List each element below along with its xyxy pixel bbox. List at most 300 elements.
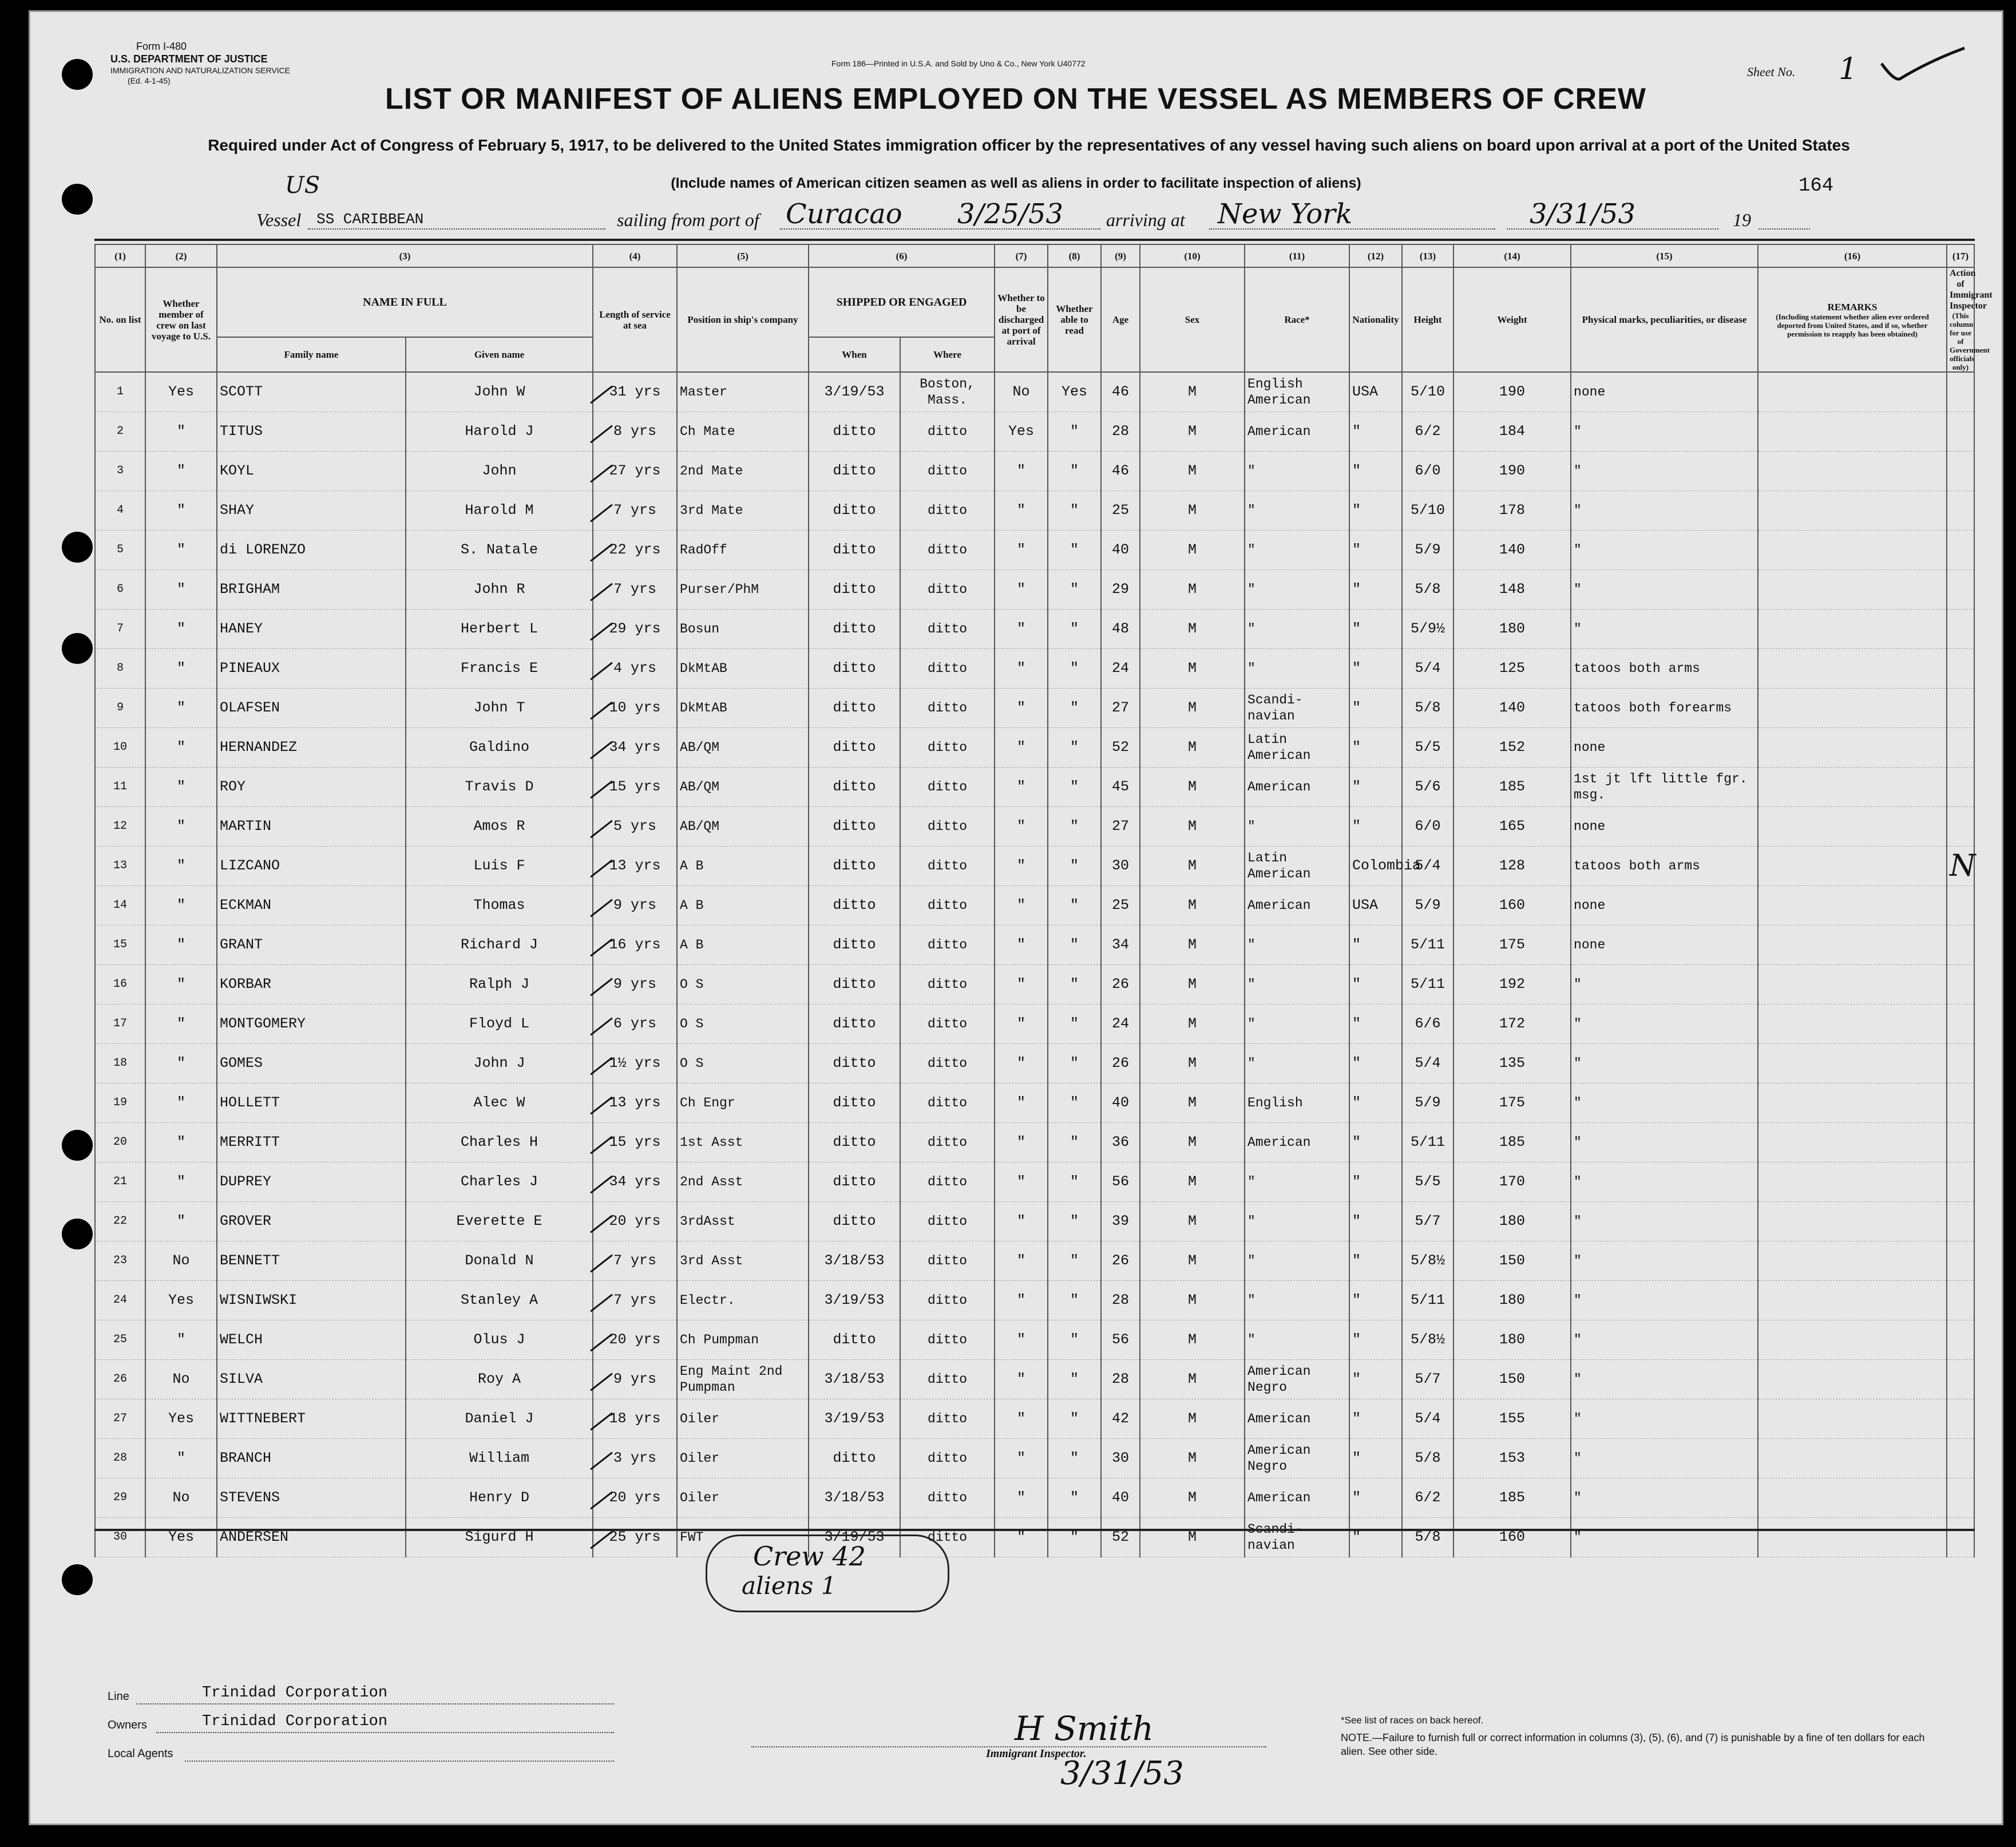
cell-age: 52 [1101, 728, 1140, 768]
cell-sex: M [1140, 1439, 1245, 1478]
cell-last-voyage: " [145, 1320, 217, 1360]
cell-race: " [1245, 926, 1349, 965]
punch-hole [62, 633, 93, 664]
cell-family-name: di LORENZO [217, 531, 406, 570]
cell-position: Purser/PhM [677, 570, 809, 610]
cell-race: American Negro [1245, 1439, 1349, 1478]
cell-sex: M [1140, 1241, 1245, 1281]
cell-given-name: Stanley A [406, 1281, 593, 1320]
cell-discharged: " [995, 491, 1048, 531]
cell-remarks [1758, 491, 1947, 531]
cell-family-name: WISNIWSKI [217, 1281, 406, 1320]
cell-weight: 180 [1453, 610, 1571, 649]
cell-nationality: " [1349, 1399, 1402, 1439]
cell-sex: M [1140, 372, 1245, 412]
cell-weight: 152 [1453, 728, 1571, 768]
cell-position: AB/QM [677, 728, 809, 768]
cell-age: 45 [1101, 768, 1140, 807]
cell-position: Ch Engr [677, 1083, 809, 1123]
cell-height: 6/6 [1402, 1004, 1453, 1044]
cell-given-name: Charles H [406, 1123, 593, 1162]
cell-inspector-action [1947, 1004, 1974, 1044]
cell-discharged: " [995, 1281, 1048, 1320]
cell-last-voyage: Yes [145, 1281, 217, 1320]
cell-given-name: Daniel J [406, 1399, 593, 1439]
cell-last-voyage: " [145, 491, 217, 531]
cell-physical-marks: " [1571, 570, 1758, 610]
cell-position: Bosun [677, 610, 809, 649]
cell-position: Ch Mate [677, 412, 809, 452]
cell-last-voyage: " [145, 570, 217, 610]
cell-given-name: Harold M [406, 491, 593, 531]
cell-sex: M [1140, 1004, 1245, 1044]
cell-weight: 128 [1453, 847, 1571, 886]
header-sex: Sex [1140, 267, 1245, 372]
cell-age: 52 [1101, 1518, 1140, 1557]
check-mark-icon [1879, 43, 1970, 89]
line-value: Trinidad Corporation [202, 1684, 388, 1702]
table-row [95, 1241, 1974, 1281]
cell-no-on-list: 18 [95, 1044, 145, 1083]
cell-height: 5/8 [1402, 570, 1453, 610]
cell-shipped-when: ditto [809, 1439, 900, 1478]
table-row [95, 807, 1974, 847]
cell-shipped-when: ditto [809, 412, 900, 452]
col-num: (5) [677, 244, 809, 267]
cell-discharged: " [995, 1241, 1048, 1281]
cell-remarks [1758, 807, 1947, 847]
cell-sex: M [1140, 1399, 1245, 1439]
cell-race: American [1245, 1478, 1349, 1518]
cell-shipped-when: 3/19/53 [809, 1281, 900, 1320]
cell-weight: 175 [1453, 926, 1571, 965]
line-label: Line [108, 1690, 129, 1703]
cell-remarks [1758, 531, 1947, 570]
cell-weight: 185 [1453, 1123, 1571, 1162]
agents-label: Local Agents [108, 1747, 173, 1760]
cell-last-voyage: " [145, 412, 217, 452]
cell-no-on-list: 3 [95, 452, 145, 491]
cell-position: 3rd Asst [677, 1241, 809, 1281]
cell-height: 5/7 [1402, 1360, 1453, 1399]
cell-position: Ch Pumpman [677, 1320, 809, 1360]
cell-height: 5/9½ [1402, 610, 1453, 649]
cell-able-to-read: " [1048, 610, 1101, 649]
cell-given-name: Charles J [406, 1162, 593, 1202]
cell-able-to-read: " [1048, 452, 1101, 491]
cell-physical-marks: none [1571, 926, 1758, 965]
cell-race: " [1245, 491, 1349, 531]
cell-shipped-when: ditto [809, 531, 900, 570]
header-when: When [809, 337, 900, 372]
cell-shipped-when: ditto [809, 1044, 900, 1083]
cell-given-name: Francis E [406, 649, 593, 689]
department-name: U.S. DEPARTMENT OF JUSTICE [110, 53, 268, 65]
cell-able-to-read: " [1048, 1202, 1101, 1241]
cell-length-of-service: 13 yrs [593, 1083, 677, 1123]
cell-weight: 192 [1453, 965, 1571, 1004]
header-length-of-service: Length of service at sea [593, 267, 677, 372]
cell-given-name: John R [406, 570, 593, 610]
cell-position: 2nd Mate [677, 452, 809, 491]
cell-nationality: " [1349, 728, 1402, 768]
cell-nationality: " [1349, 689, 1402, 728]
cell-shipped-when: ditto [809, 847, 900, 886]
cell-family-name: HANEY [217, 610, 406, 649]
cell-family-name: ECKMAN [217, 886, 406, 926]
header-discharged: Whether to be discharged at port of arrival [995, 267, 1048, 372]
cell-physical-marks: " [1571, 491, 1758, 531]
cell-position: A B [677, 886, 809, 926]
cell-weight: 150 [1453, 1241, 1571, 1281]
cell-able-to-read: " [1048, 1044, 1101, 1083]
cell-sex: M [1140, 1123, 1245, 1162]
cell-physical-marks: 1st jt lft little fgr. msg. [1571, 768, 1758, 807]
table-row [95, 1281, 1974, 1320]
cell-height: 5/5 [1402, 728, 1453, 768]
cell-family-name: MARTIN [217, 807, 406, 847]
cell-length-of-service: 1½ yrs [593, 1044, 677, 1083]
cell-shipped-where: ditto [900, 1320, 995, 1360]
cell-inspector-action [1947, 412, 1974, 452]
cell-able-to-read: " [1048, 1518, 1101, 1557]
cell-able-to-read: " [1048, 1320, 1101, 1360]
header-physical-marks: Physical marks, peculiarities, or disease [1571, 267, 1758, 372]
cell-length-of-service: 10 yrs [593, 689, 677, 728]
cell-position: Master [677, 372, 809, 412]
cell-length-of-service: 15 yrs [593, 1123, 677, 1162]
cell-weight: 160 [1453, 1518, 1571, 1557]
cell-remarks [1758, 1360, 1947, 1399]
cell-given-name: Henry D [406, 1478, 593, 1518]
cell-no-on-list: 8 [95, 649, 145, 689]
cell-discharged: " [995, 1320, 1048, 1360]
cell-position: 1st Asst [677, 1123, 809, 1162]
cell-remarks [1758, 965, 1947, 1004]
cell-inspector-action [1947, 1083, 1974, 1123]
cell-sex: M [1140, 1044, 1245, 1083]
cell-race: English [1245, 1083, 1349, 1123]
cell-inspector-action [1947, 1360, 1974, 1399]
cell-nationality: " [1349, 1241, 1402, 1281]
table-row [95, 1202, 1974, 1241]
cell-physical-marks: none [1571, 807, 1758, 847]
cell-weight: 175 [1453, 1083, 1571, 1123]
cell-sex: M [1140, 1202, 1245, 1241]
cell-race: American [1245, 768, 1349, 807]
cell-inspector-action [1947, 1478, 1974, 1518]
cell-no-on-list: 24 [95, 1281, 145, 1320]
cell-length-of-service: 31 yrs [593, 372, 677, 412]
cell-inspector-action [1947, 531, 1974, 570]
cell-sex: M [1140, 412, 1245, 452]
cell-shipped-where: ditto [900, 965, 995, 1004]
cell-race: Scandi- navian [1245, 689, 1349, 728]
cell-family-name: PINEAUX [217, 649, 406, 689]
aliens-count-note: aliens 1 [742, 1572, 837, 1600]
cell-age: 56 [1101, 1162, 1140, 1202]
cell-race: " [1245, 570, 1349, 610]
cell-inspector-action [1947, 570, 1974, 610]
cell-last-voyage: " [145, 1044, 217, 1083]
crew-count-note: Crew 42 [753, 1541, 866, 1572]
cell-length-of-service: 27 yrs [593, 452, 677, 491]
inspector-note: (This column for use of Government officials only) [1950, 311, 1990, 371]
cell-shipped-where: Boston, Mass. [900, 372, 995, 412]
cell-position: O S [677, 1044, 809, 1083]
cell-given-name: John [406, 452, 593, 491]
table-row [95, 1518, 1974, 1557]
cell-age: 26 [1101, 1241, 1140, 1281]
cell-weight: 165 [1453, 807, 1571, 847]
col-num: (4) [593, 244, 677, 267]
cell-length-of-service: 9 yrs [593, 1360, 677, 1399]
cell-race: Latin American [1245, 728, 1349, 768]
cell-length-of-service: 15 yrs [593, 768, 677, 807]
cell-age: 28 [1101, 1360, 1140, 1399]
cell-height: 5/5 [1402, 1162, 1453, 1202]
cell-physical-marks: none [1571, 372, 1758, 412]
cell-sex: M [1140, 649, 1245, 689]
cell-no-on-list: 22 [95, 1202, 145, 1241]
remarks-title: REMARKS [1827, 301, 1878, 313]
cell-remarks [1758, 1162, 1947, 1202]
crew-manifest-table [94, 244, 1993, 1557]
cell-age: 30 [1101, 847, 1140, 886]
cell-remarks [1758, 1281, 1947, 1320]
header-remarks [1758, 267, 1947, 372]
cell-remarks [1758, 1241, 1947, 1281]
cell-last-voyage: " [145, 649, 217, 689]
cell-position: DkMtAB [677, 649, 809, 689]
cell-able-to-read: " [1048, 531, 1101, 570]
cell-shipped-where: ditto [900, 1399, 995, 1439]
cell-shipped-when: 3/19/53 [809, 1399, 900, 1439]
cell-race: " [1245, 610, 1349, 649]
table-row [95, 1439, 1974, 1478]
cell-shipped-where: ditto [900, 610, 995, 649]
cell-able-to-read: " [1048, 1241, 1101, 1281]
cell-height: 6/2 [1402, 1478, 1453, 1518]
cell-last-voyage: " [145, 531, 217, 570]
col-num: (16) [1758, 244, 1947, 267]
cell-family-name: BRANCH [217, 1439, 406, 1478]
owners-underline [156, 1732, 614, 1733]
cell-shipped-where: ditto [900, 1202, 995, 1241]
cell-no-on-list: 4 [95, 491, 145, 531]
page-title: LIST OR MANIFEST OF ALIENS EMPLOYED ON THE VESSEL AS MEMBERS OF CREW [385, 82, 1646, 116]
cell-able-to-read: " [1048, 1162, 1101, 1202]
cell-no-on-list: 5 [95, 531, 145, 570]
cell-shipped-where: ditto [900, 728, 995, 768]
cell-weight: 185 [1453, 1478, 1571, 1518]
cell-height: 5/11 [1402, 965, 1453, 1004]
cell-able-to-read: " [1048, 768, 1101, 807]
cell-shipped-where: ditto [900, 1360, 995, 1399]
cell-last-voyage: Yes [145, 1518, 217, 1557]
cell-inspector-action [1947, 807, 1974, 847]
cell-family-name: ROY [217, 768, 406, 807]
cell-nationality: " [1349, 1360, 1402, 1399]
cell-shipped-where: ditto [900, 807, 995, 847]
cell-sex: M [1140, 1320, 1245, 1360]
cell-last-voyage: No [145, 1478, 217, 1518]
cell-race: " [1245, 1162, 1349, 1202]
header-height: Height [1402, 267, 1453, 372]
cell-physical-marks: " [1571, 1083, 1758, 1123]
cell-able-to-read: " [1048, 728, 1101, 768]
cell-race: " [1245, 807, 1349, 847]
cell-remarks [1758, 610, 1947, 649]
cell-sex: M [1140, 965, 1245, 1004]
cell-discharged: " [995, 1083, 1048, 1123]
cell-weight: 160 [1453, 886, 1571, 926]
punch-hole [62, 532, 93, 563]
cell-last-voyage: " [145, 1202, 217, 1241]
cell-last-voyage: " [145, 689, 217, 728]
cell-remarks [1758, 1478, 1947, 1518]
table-row [95, 452, 1974, 491]
cell-no-on-list: 2 [95, 412, 145, 452]
penalty-note: NOTE.—Failure to furnish full or correct information in columns (3), (5), (6), and (7) is punishable by a fine of ten dollars for each alien. See other side. [1341, 1732, 1925, 1757]
agents-underline [185, 1761, 614, 1762]
punch-hole [62, 1564, 93, 1595]
cell-sex: M [1140, 1162, 1245, 1202]
year-label: 19 [1733, 209, 1751, 230]
cell-race: " [1245, 1202, 1349, 1241]
cell-discharged: " [995, 649, 1048, 689]
table-row [95, 965, 1974, 1004]
cell-position: AB/QM [677, 807, 809, 847]
date-to: 3/31/53 [1530, 198, 1636, 230]
table-row [95, 1083, 1974, 1123]
cell-length-of-service: 4 yrs [593, 649, 677, 689]
cell-inspector-action [1947, 1518, 1974, 1557]
table-row [95, 1044, 1974, 1083]
cell-sex: M [1140, 1281, 1245, 1320]
cell-position: 3rd Mate [677, 491, 809, 531]
cell-nationality: " [1349, 491, 1402, 531]
cell-last-voyage: Yes [145, 372, 217, 412]
cell-height: 5/9 [1402, 531, 1453, 570]
cell-remarks [1758, 847, 1947, 886]
table-row [95, 768, 1974, 807]
date-from: 3/25/53 [957, 198, 1064, 230]
cell-age: 42 [1101, 1399, 1140, 1439]
cell-weight: 190 [1453, 452, 1571, 491]
cell-position: A B [677, 847, 809, 886]
cell-given-name: Sigurd H [406, 1518, 593, 1557]
table-top-rule [94, 239, 1975, 241]
cell-remarks [1758, 1518, 1947, 1557]
cell-shipped-when: ditto [809, 1004, 900, 1044]
table-row [95, 491, 1974, 531]
cell-age: 39 [1101, 1202, 1140, 1241]
cell-no-on-list: 20 [95, 1123, 145, 1162]
races-note: *See list of races on back hereof. [1341, 1715, 1484, 1726]
table-row [95, 1123, 1974, 1162]
cell-remarks [1758, 768, 1947, 807]
cell-height: 5/4 [1402, 1399, 1453, 1439]
cell-shipped-where: ditto [900, 847, 995, 886]
cell-race: American [1245, 886, 1349, 926]
cell-able-to-read: " [1048, 1004, 1101, 1044]
sheet-number: 1 [1839, 52, 1858, 86]
cell-race: " [1245, 1320, 1349, 1360]
cell-family-name: DUPREY [217, 1162, 406, 1202]
cell-able-to-read: " [1048, 689, 1101, 728]
cell-shipped-when: ditto [809, 491, 900, 531]
cell-age: 56 [1101, 1320, 1140, 1360]
cell-length-of-service: 20 yrs [593, 1202, 677, 1241]
cell-sex: M [1140, 1478, 1245, 1518]
header-race: Race* [1245, 267, 1349, 372]
cell-remarks [1758, 1004, 1947, 1044]
header-inspector-action [1947, 267, 1993, 372]
column-number-row [95, 244, 1974, 267]
cell-shipped-where: ditto [900, 689, 995, 728]
cell-family-name: KOYL [217, 452, 406, 491]
cell-shipped-when: ditto [809, 1162, 900, 1202]
cell-length-of-service: 34 yrs [593, 1162, 677, 1202]
table-row [95, 728, 1974, 768]
cell-length-of-service: 7 yrs [593, 570, 677, 610]
cell-race: " [1245, 1044, 1349, 1083]
cell-race: " [1245, 531, 1349, 570]
cell-able-to-read: Yes [1048, 372, 1101, 412]
cell-shipped-where: ditto [900, 886, 995, 926]
cell-length-of-service: 7 yrs [593, 1281, 677, 1320]
cell-physical-marks: " [1571, 1399, 1758, 1439]
cell-remarks [1758, 412, 1947, 452]
cell-no-on-list: 10 [95, 728, 145, 768]
table-row [95, 570, 1974, 610]
cell-height: 6/2 [1402, 412, 1453, 452]
cell-shipped-where: ditto [900, 412, 995, 452]
cell-position: 2nd Asst [677, 1162, 809, 1202]
cell-position: O S [677, 1004, 809, 1044]
cell-inspector-action [1947, 886, 1974, 926]
cell-inspector-action [1947, 372, 1974, 412]
cell-able-to-read: " [1048, 491, 1101, 531]
table-row [95, 1004, 1974, 1044]
col-num: (11) [1245, 244, 1349, 267]
cell-nationality: USA [1349, 372, 1402, 412]
cell-shipped-when: ditto [809, 728, 900, 768]
cell-given-name: John J [406, 1044, 593, 1083]
cell-discharged: " [995, 1202, 1048, 1241]
manifest-sheet [29, 10, 2003, 1825]
cell-length-of-service: 34 yrs [593, 728, 677, 768]
cell-race: " [1245, 965, 1349, 1004]
cell-length-of-service: 7 yrs [593, 1241, 677, 1281]
cell-nationality: " [1349, 1044, 1402, 1083]
cell-height: 5/8½ [1402, 1241, 1453, 1281]
cell-position: Oiler [677, 1478, 809, 1518]
cell-weight: 178 [1453, 491, 1571, 531]
cell-length-of-service: 5 yrs [593, 807, 677, 847]
cell-weight: 125 [1453, 649, 1571, 689]
form-edition: (Ed. 4-1-45) [128, 76, 171, 85]
cell-race: " [1245, 1241, 1349, 1281]
cell-height: 5/10 [1402, 491, 1453, 531]
cell-age: 27 [1101, 807, 1140, 847]
cell-race: " [1245, 1004, 1349, 1044]
cell-discharged: " [995, 689, 1048, 728]
cell-able-to-read: " [1048, 412, 1101, 452]
cell-shipped-where: ditto [900, 1241, 995, 1281]
cell-sex: M [1140, 847, 1245, 886]
